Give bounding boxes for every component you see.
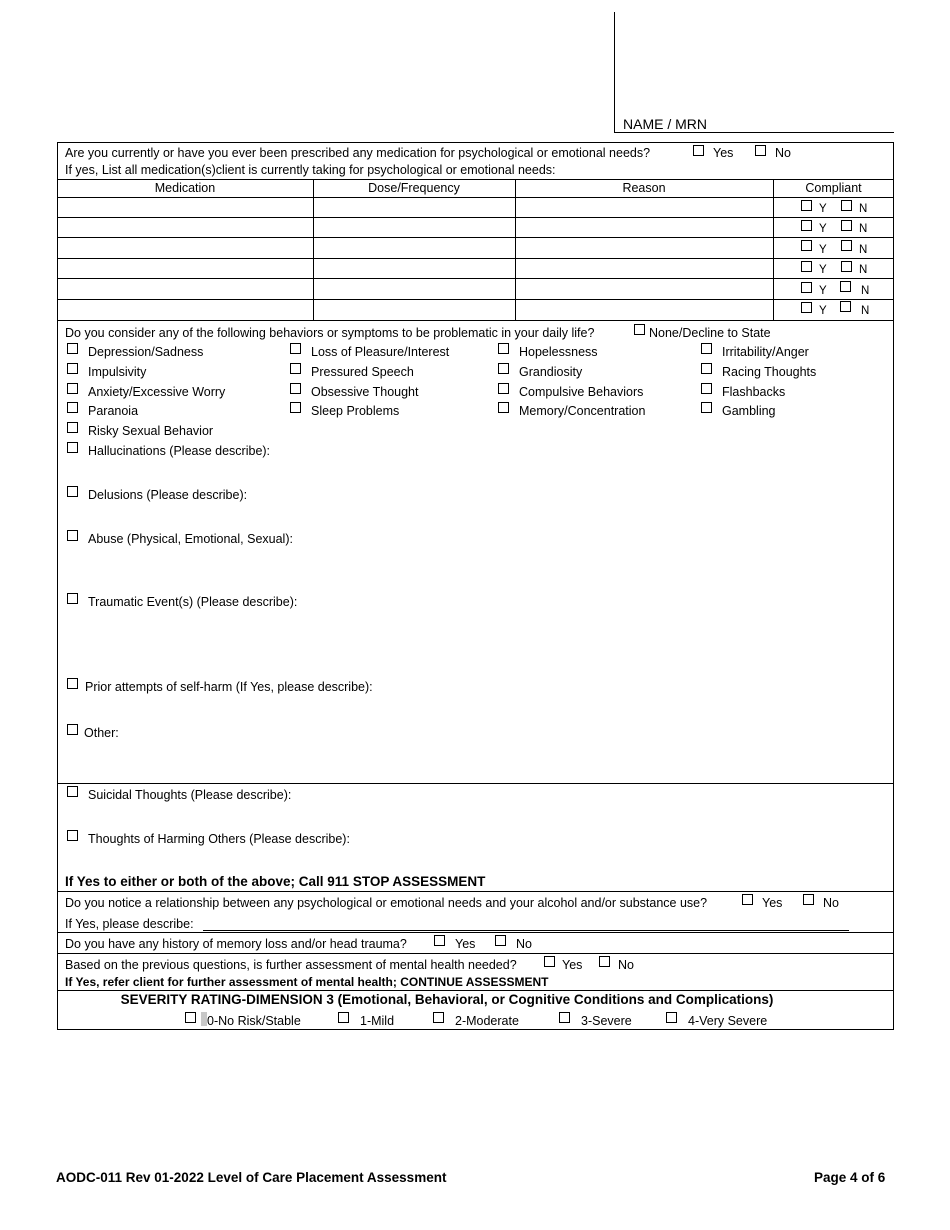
symptom-checkbox-depression[interactable]: [67, 343, 78, 354]
compliant-n-label: N: [859, 244, 868, 256]
symptom-label: Loss of Pleasure/Interest: [311, 345, 450, 359]
symptom-checkbox-pressured-speech[interactable]: [290, 363, 301, 374]
symptom-label: Grandiosity: [519, 365, 583, 379]
compliant-y-checkbox[interactable]: [801, 302, 812, 313]
abuse-label: Abuse (Physical, Emotional, Sexual):: [88, 532, 293, 546]
header-box-left-border: [614, 12, 615, 132]
symptom-label: Flashbacks: [722, 385, 786, 399]
symptom-label: Memory/Concentration: [519, 404, 646, 418]
symptom-checkbox-flashbacks[interactable]: [701, 383, 712, 394]
med-cell-reason[interactable]: [516, 198, 772, 216]
relationship-no-checkbox[interactable]: [803, 894, 814, 905]
symptom-label: Pressured Speech: [311, 365, 414, 379]
col-header-dose: Dose/Frequency: [368, 181, 460, 195]
compliant-y-label: Y: [819, 203, 827, 215]
severity-1-checkbox[interactable]: [338, 1012, 349, 1023]
page-number: Page 4 of 6: [814, 1170, 886, 1185]
compliant-y-checkbox[interactable]: [801, 240, 812, 251]
delusions-label: Delusions (Please describe):: [88, 488, 248, 502]
severity-0-label: 0-No Risk/Stable: [207, 1014, 301, 1028]
compliant-n-label: N: [861, 305, 870, 317]
symptom-label: Compulsive Behaviors: [519, 385, 644, 399]
compliant-y-label: Y: [819, 285, 827, 297]
severity-1-label: 1-Mild: [360, 1014, 395, 1028]
name-mrn-label: NAME / MRN: [623, 116, 707, 132]
section-divider: [57, 953, 894, 954]
med-cell-reason[interactable]: [516, 259, 772, 277]
med-cell-medication[interactable]: [58, 279, 312, 298]
med-cell-dose[interactable]: [314, 238, 514, 257]
memory-no-label: No: [516, 937, 532, 951]
header-box-bottom-border: [614, 132, 894, 133]
relationship-describe-label: If Yes, please describe:: [65, 917, 194, 931]
memory-yes-checkbox[interactable]: [434, 935, 445, 946]
symptom-checkbox-sleep-problems[interactable]: [290, 402, 301, 413]
med-cell-medication[interactable]: [58, 218, 312, 236]
further-assessment-question: Based on the previous questions, is further assessment of mental health needed?: [65, 958, 517, 972]
section-divider: [57, 783, 894, 784]
severity-3-checkbox[interactable]: [559, 1012, 570, 1023]
compliant-y-label: Y: [819, 223, 827, 235]
symptom-label: Obsessive Thought: [311, 385, 419, 399]
symptom-label: Paranoia: [88, 404, 139, 418]
symptom-label: Sleep Problems: [311, 404, 400, 418]
other-checkbox[interactable]: [67, 724, 78, 735]
further-no-label: No: [618, 958, 634, 972]
other-label: Other:: [84, 726, 119, 740]
compliant-n-label: N: [859, 223, 868, 235]
med-cell-dose[interactable]: [314, 279, 514, 298]
symptom-label: Hopelessness: [519, 345, 598, 359]
med-cell-reason[interactable]: [516, 300, 772, 319]
severity-2-checkbox[interactable]: [433, 1012, 444, 1023]
symptom-checkbox-obsessive-thought[interactable]: [290, 383, 301, 394]
relationship-question: Do you notice a relationship between any psychological or emotional needs and your alcohol and/or substance use?: [65, 896, 708, 910]
refer-note: If Yes, refer client for further assessment of mental health; CONTINUE ASSESSMENT: [65, 975, 549, 989]
risky-sexual-checkbox[interactable]: [67, 422, 78, 433]
compliant-y-checkbox[interactable]: [801, 261, 812, 272]
severity-0-checkbox[interactable]: [185, 1012, 196, 1023]
self-harm-checkbox[interactable]: [67, 678, 78, 689]
compliant-n-checkbox[interactable]: [841, 200, 852, 211]
medication-no-checkbox[interactable]: [755, 145, 766, 156]
traumatic-event-checkbox[interactable]: [67, 593, 78, 604]
none-decline-label: None/Decline to State: [649, 326, 771, 340]
symptom-label: Irritability/Anger: [722, 345, 809, 359]
harming-others-label: Thoughts of Harming Others (Please describe):: [88, 832, 350, 846]
section-divider: [57, 990, 894, 991]
symptom-checkbox-loss-of-pleasure[interactable]: [290, 343, 301, 354]
further-yes-checkbox[interactable]: [544, 956, 555, 967]
compliant-n-checkbox[interactable]: [840, 301, 851, 312]
suicidal-thoughts-checkbox[interactable]: [67, 786, 78, 797]
symptom-checkbox-compulsive-behaviors[interactable]: [498, 383, 509, 394]
delusions-checkbox[interactable]: [67, 486, 78, 497]
stop-assessment-note: If Yes to either or both of the above; Call 911 STOP ASSESSMENT: [65, 874, 486, 889]
med-cell-medication[interactable]: [58, 259, 312, 277]
further-no-checkbox[interactable]: [599, 956, 610, 967]
risky-sexual-label: Risky Sexual Behavior: [88, 424, 214, 438]
compliant-n-label: N: [859, 264, 868, 276]
compliant-y-checkbox[interactable]: [801, 200, 812, 211]
compliant-y-checkbox[interactable]: [801, 220, 812, 231]
severity-title: SEVERITY RATING-DIMENSION 3 (Emotional, Behavioral, or Cognitive Conditions and Complications): [120, 992, 774, 1007]
med-cell-dose[interactable]: [314, 259, 514, 277]
med-cell-dose[interactable]: [314, 300, 514, 319]
compliant-n-checkbox[interactable]: [840, 281, 851, 292]
compliant-y-label: Y: [819, 305, 827, 317]
symptom-checkbox-anxiety[interactable]: [67, 383, 78, 394]
none-decline-checkbox[interactable]: [634, 324, 645, 335]
compliant-n-label: N: [859, 203, 868, 215]
hallucinations-label: Hallucinations (Please describe):: [88, 444, 271, 458]
med-col-divider: [773, 179, 774, 320]
symptom-label: Anxiety/Excessive Worry: [88, 385, 226, 399]
symptom-label: Impulsivity: [88, 365, 147, 379]
symptoms-question: Do you consider any of the following behaviors or symptoms to be problematic in your daily life?: [65, 326, 595, 340]
symptom-checkbox-paranoia[interactable]: [67, 402, 78, 413]
compliant-y-checkbox[interactable]: [801, 282, 812, 293]
med-cell-dose[interactable]: [314, 218, 514, 236]
section-divider: [57, 932, 894, 933]
symptom-checkbox-irritability[interactable]: [701, 343, 712, 354]
med-cell-medication[interactable]: [58, 300, 312, 319]
memory-yes-label: Yes: [455, 937, 476, 951]
further-yes-label: Yes: [562, 958, 583, 972]
harming-others-checkbox[interactable]: [67, 830, 78, 841]
medication-question: Are you currently or have you ever been prescribed any medication for psychological or emotional needs?: [65, 146, 651, 160]
relationship-describe-input[interactable]: [203, 930, 849, 931]
symptom-label: Racing Thoughts: [722, 365, 817, 379]
med-cell-dose[interactable]: [314, 198, 514, 216]
symptom-checkbox-hopelessness[interactable]: [498, 343, 509, 354]
symptom-checkbox-grandiosity[interactable]: [498, 363, 509, 374]
medication-list-instruction: If yes, List all medication(s)client is currently taking for psychological or emotional needs:: [65, 163, 556, 177]
med-cell-medication[interactable]: [58, 238, 312, 257]
abuse-checkbox[interactable]: [67, 530, 78, 541]
medication-no-label: No: [775, 146, 791, 160]
severity-3-label: 3-Severe: [581, 1014, 632, 1028]
col-header-reason: Reason: [622, 181, 666, 195]
compliant-n-checkbox[interactable]: [841, 261, 852, 272]
form-id-footer: AODC-011 Rev 01-2022 Level of Care Placement Assessment: [56, 1170, 447, 1185]
med-table-top: [57, 179, 894, 180]
memory-no-checkbox[interactable]: [495, 935, 506, 946]
med-cell-reason[interactable]: [516, 279, 772, 298]
compliant-y-label: Y: [819, 244, 827, 256]
hallucinations-checkbox[interactable]: [67, 442, 78, 453]
med-cell-reason[interactable]: [516, 238, 772, 257]
relationship-yes-checkbox[interactable]: [742, 894, 753, 905]
col-header-compliant: Compliant: [805, 181, 862, 195]
memory-question: Do you have any history of memory loss and/or head trauma?: [65, 937, 407, 951]
symptom-label: Depression/Sadness: [88, 345, 204, 359]
symptom-checkbox-memory-concentration[interactable]: [498, 402, 509, 413]
col-header-medication: Medication: [154, 181, 216, 195]
med-table-bottom: [57, 320, 894, 321]
severity-4-checkbox[interactable]: [666, 1012, 677, 1023]
severity-2-label: 2-Moderate: [455, 1014, 519, 1028]
compliant-n-label: N: [861, 285, 870, 297]
compliant-n-checkbox[interactable]: [841, 240, 852, 251]
relationship-yes-label: Yes: [762, 896, 783, 910]
suicidal-thoughts-label: Suicidal Thoughts (Please describe):: [88, 788, 292, 802]
relationship-no-label: No: [823, 896, 839, 910]
symptom-checkbox-gambling[interactable]: [701, 402, 712, 413]
symptom-label: Gambling: [722, 404, 776, 418]
self-harm-label: Prior attempts of self-harm (If Yes, please describe):: [85, 680, 373, 694]
section-divider: [57, 891, 894, 892]
medication-yes-label: Yes: [713, 146, 734, 160]
symptom-checkbox-racing-thoughts[interactable]: [701, 363, 712, 374]
med-cell-reason[interactable]: [516, 218, 772, 236]
symptom-checkbox-impulsivity[interactable]: [67, 363, 78, 374]
traumatic-event-label: Traumatic Event(s) (Please describe):: [88, 595, 298, 609]
severity-4-label: 4-Very Severe: [688, 1014, 768, 1028]
compliant-n-checkbox[interactable]: [841, 220, 852, 231]
compliant-y-label: Y: [819, 264, 827, 276]
medication-yes-checkbox[interactable]: [693, 145, 704, 156]
med-cell-medication[interactable]: [58, 198, 312, 216]
